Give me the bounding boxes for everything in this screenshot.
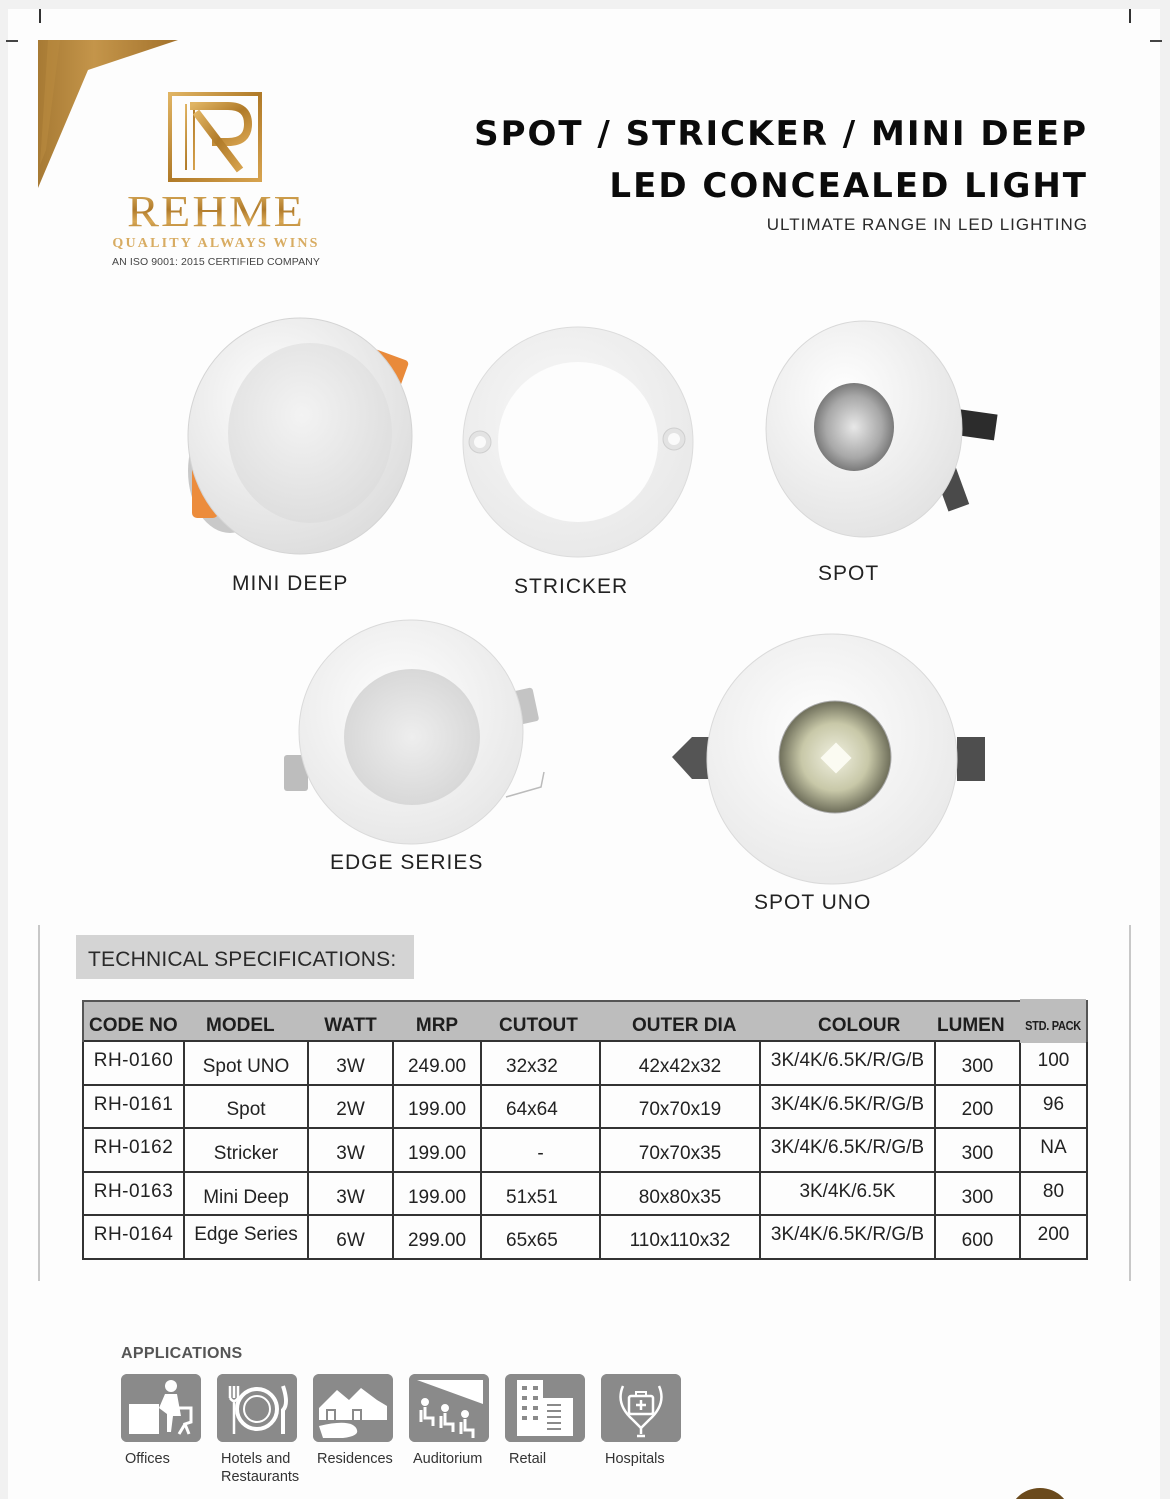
- cell-model: Spot UNO: [184, 1041, 308, 1085]
- page-title-line1: SPOT / STRICKER / MINI DEEP: [474, 114, 1088, 154]
- cell-cutout: 51x51: [481, 1172, 600, 1216]
- application-retail: [505, 1374, 585, 1467]
- cell-cutout: 65x65: [481, 1215, 600, 1259]
- table-row: [83, 1172, 1087, 1216]
- cell-mrp: 299.00: [393, 1215, 481, 1259]
- spec-heading: TECHNICAL SPECIFICATIONS:: [76, 935, 414, 979]
- application-label: Residences: [317, 1451, 393, 1467]
- col-model: MODEL: [184, 1001, 308, 1041]
- brand-name: REHME: [100, 188, 332, 236]
- cell-model: Mini Deep: [184, 1172, 308, 1216]
- auditorium-seats-icon: [409, 1374, 489, 1442]
- brochure-page: [8, 9, 1160, 1499]
- houses-icon: [313, 1374, 393, 1442]
- cell-lumen: 300: [935, 1172, 1020, 1216]
- cell-pack: 200: [1020, 1215, 1087, 1259]
- table-row: [83, 1041, 1087, 1085]
- cell-mrp: 199.00: [393, 1085, 481, 1129]
- cell-colour: 3K/4K/6.5K/R/G/B: [760, 1085, 935, 1129]
- cell-watt: 3W: [308, 1172, 393, 1216]
- office-desk-icon: [121, 1374, 201, 1442]
- cell-cutout: -: [481, 1128, 600, 1172]
- edge-series-product-image: [276, 617, 556, 847]
- cell-watt: 2W: [308, 1085, 393, 1129]
- product-label: SPOT UNO: [754, 891, 872, 914]
- spot-product-image: [756, 319, 1006, 549]
- application-hotels: [217, 1374, 300, 1485]
- cell-lumen: 600: [935, 1215, 1020, 1259]
- cell-code: RH-0162: [83, 1128, 184, 1172]
- product-label: STRICKER: [514, 575, 629, 598]
- cell-outer-dia: 70x70x35: [600, 1128, 760, 1172]
- cell-mrp: 199.00: [393, 1172, 481, 1216]
- table-row: [83, 1215, 1087, 1259]
- spot-uno-product-image: [662, 629, 992, 891]
- cell-colour: 3K/4K/6.5K/R/G/B: [760, 1041, 935, 1085]
- col-std-pack: STD. PACK: [1020, 998, 1087, 1044]
- cell-lumen: 300: [935, 1128, 1020, 1172]
- table-row: [83, 1085, 1087, 1129]
- cell-code: RH-0161: [83, 1085, 184, 1129]
- cell-colour: 3K/4K/6.5K/R/G/B: [760, 1128, 935, 1172]
- cell-pack: NA: [1020, 1128, 1087, 1172]
- cell-watt: 3W: [308, 1041, 393, 1085]
- cell-model: Edge Series: [184, 1215, 308, 1259]
- page-subtitle: ULTIMATE RANGE IN LED LIGHTING: [766, 215, 1088, 234]
- cell-pack: 100: [1020, 1041, 1087, 1085]
- col-mrp: MRP: [393, 1001, 481, 1041]
- cell-outer-dia: 80x80x35: [600, 1172, 760, 1216]
- medical-kit-icon: [601, 1374, 681, 1442]
- left-rule: [38, 925, 40, 1281]
- cell-lumen: 200: [935, 1085, 1020, 1129]
- application-label: Offices: [125, 1451, 170, 1467]
- product-label: SPOT: [818, 562, 880, 585]
- cell-lumen: 300: [935, 1041, 1020, 1085]
- application-auditorium: [409, 1374, 489, 1467]
- right-rule: [1129, 925, 1131, 1281]
- cell-cutout: 32x32: [481, 1041, 600, 1085]
- plate-cutlery-icon: [217, 1374, 297, 1442]
- col-colour: COLOUR: [760, 1001, 935, 1041]
- stricker-product-image: [460, 324, 696, 560]
- col-outer-dia: OUTER DIA: [600, 1001, 760, 1041]
- brand-certification: AN ISO 9001: 2015 CERTIFIED COMPANY: [112, 256, 320, 268]
- cell-mrp: 249.00: [393, 1041, 481, 1085]
- cell-outer-dia: 110x110x32: [600, 1215, 760, 1259]
- crop-mark: [1129, 9, 1131, 23]
- col-code: CODE NO: [83, 1001, 184, 1041]
- decorative-circle: [1008, 1488, 1072, 1499]
- application-label-line2: Restaurants: [221, 1469, 300, 1485]
- application-label: Hospitals: [605, 1451, 665, 1467]
- page-title-line2: LED CONCEALED LIGHT: [609, 166, 1088, 206]
- product-label: MINI DEEP: [232, 572, 349, 595]
- cell-code: RH-0163: [83, 1172, 184, 1216]
- cell-outer-dia: 42x42x32: [600, 1041, 760, 1085]
- cell-watt: 6W: [308, 1215, 393, 1259]
- cell-code: RH-0164: [83, 1215, 184, 1259]
- application-label-line1: Hotels and: [221, 1451, 291, 1467]
- mini-deep-product-image: [180, 311, 420, 561]
- crop-mark: [39, 9, 41, 23]
- product-label: EDGE SERIES: [330, 851, 484, 874]
- col-watt: WATT: [308, 1001, 393, 1041]
- cell-model: Spot: [184, 1085, 308, 1129]
- application-residences: [313, 1374, 393, 1467]
- cell-colour: 3K/4K/6.5K/R/G/B: [760, 1215, 935, 1259]
- cell-cutout: 64x64: [481, 1085, 600, 1129]
- application-offices: [121, 1374, 201, 1467]
- application-label: Retail: [509, 1451, 547, 1467]
- gold-corner-decoration: [38, 40, 178, 188]
- col-cutout: CUTOUT: [481, 1001, 600, 1041]
- cell-pack: 96: [1020, 1085, 1087, 1129]
- cell-watt: 3W: [308, 1128, 393, 1172]
- crop-mark: [1150, 40, 1162, 42]
- rehme-logo-icon: [168, 92, 262, 182]
- spec-table: [82, 1000, 1088, 1260]
- application-label: Auditorium: [413, 1451, 483, 1467]
- table-row: [83, 1128, 1087, 1172]
- cell-mrp: 199.00: [393, 1128, 481, 1172]
- cell-pack: 80: [1020, 1172, 1087, 1216]
- spec-header-row: [83, 1001, 1087, 1041]
- cell-code: RH-0160: [83, 1041, 184, 1085]
- application-label: [221, 1450, 299, 1486]
- application-hospitals: [601, 1374, 681, 1467]
- cell-colour: 3K/4K/6.5K: [760, 1172, 935, 1216]
- cell-outer-dia: 70x70x19: [600, 1085, 760, 1129]
- col-lumen: LUMEN: [935, 1001, 1020, 1041]
- building-icon: [505, 1374, 585, 1442]
- brand-tagline: QUALITY ALWAYS WINS: [112, 236, 320, 251]
- applications-title: APPLICATIONS: [121, 1345, 243, 1362]
- crop-mark: [6, 40, 18, 42]
- cell-model: Stricker: [184, 1128, 308, 1172]
